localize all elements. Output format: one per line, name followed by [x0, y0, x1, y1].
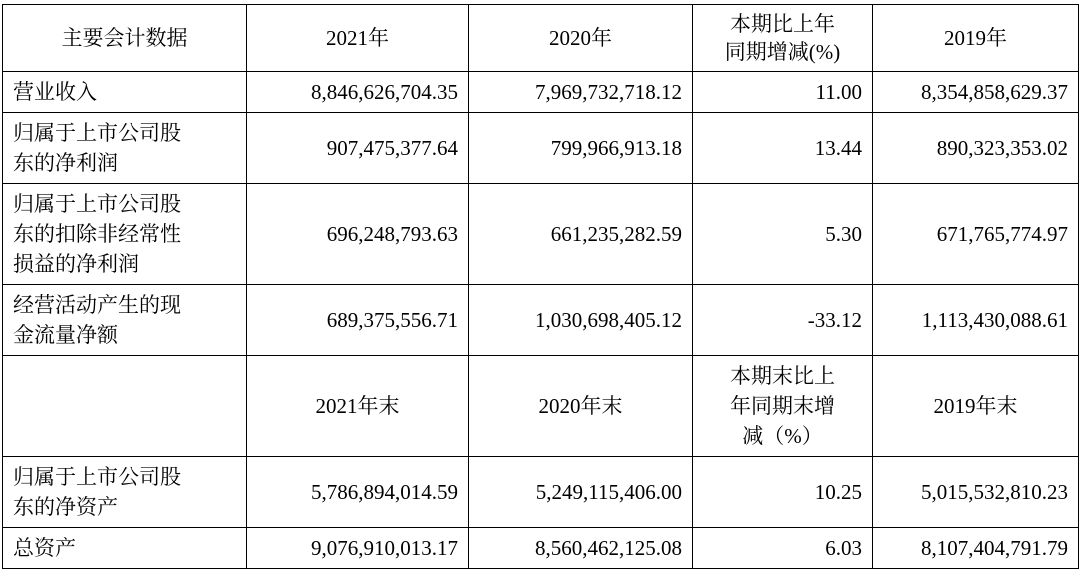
cell-net-assets-2019: 5,015,532,810.23 — [873, 457, 1079, 528]
row-label-net-profit-line1: 归属于上市公司股 — [13, 121, 181, 145]
row-label-adjusted-line3: 损益的净利润 — [13, 252, 139, 276]
subheader-cell-2020-end: 2020年末 — [469, 356, 693, 457]
subheader-yoy-line1: 本期末比上 — [730, 364, 835, 388]
table-row — [3, 285, 1079, 356]
header-cell-yoy-change — [693, 5, 873, 72]
cell-total-assets-change: 6.03 — [693, 528, 873, 569]
table-row — [3, 184, 1079, 285]
cell-net-profit-change: 13.44 — [693, 113, 873, 184]
cell-total-assets-2019: 8,107,404,791.79 — [873, 528, 1079, 569]
cell-net-profit-2021: 907,475,377.64 — [247, 113, 469, 184]
row-label-net-assets-line1: 归属于上市公司股 — [13, 465, 181, 489]
cell-revenue-2020: 7,969,732,718.12 — [469, 72, 693, 113]
header-cell-2019: 2019年 — [873, 5, 1079, 72]
row-label-net-assets — [3, 457, 247, 528]
table-header-row — [3, 5, 1079, 72]
subheader-cell-empty — [3, 356, 247, 457]
cell-adjusted-net-profit-2020: 661,235,282.59 — [469, 184, 693, 285]
cell-adjusted-net-profit-change: 5.30 — [693, 184, 873, 285]
cell-net-profit-2019: 890,323,353.02 — [873, 113, 1079, 184]
table-subheader-row — [3, 356, 1079, 457]
cell-revenue-2019: 8,354,858,629.37 — [873, 72, 1079, 113]
subheader-yoy-line2: 年同期末增 — [730, 394, 835, 418]
table-row — [3, 528, 1079, 569]
row-label-cash-flow-line1: 经营活动产生的现 — [13, 293, 181, 317]
subheader-yoy-line3: 减（%） — [742, 424, 823, 448]
subheader-cell-yoy-change-end — [693, 356, 873, 457]
header-cell-metric: 主要会计数据 — [3, 5, 247, 72]
key-accounting-data-table — [2, 4, 1079, 569]
subheader-cell-2019-end: 2019年末 — [873, 356, 1079, 457]
cell-cash-flow-2020: 1,030,698,405.12 — [469, 285, 693, 356]
header-yoy-line2: 同期增减(%) — [724, 40, 841, 64]
subheader-cell-2021-end: 2021年末 — [247, 356, 469, 457]
row-label-net-assets-line2: 东的净资产 — [13, 495, 118, 519]
cell-net-profit-2020: 799,966,913.18 — [469, 113, 693, 184]
row-label-total-assets: 总资产 — [3, 528, 247, 569]
cell-revenue-change: 11.00 — [693, 72, 873, 113]
cell-total-assets-2020: 8,560,462,125.08 — [469, 528, 693, 569]
row-label-cash-flow-line2: 金流量净额 — [13, 323, 118, 347]
table-row — [3, 113, 1079, 184]
row-label-net-profit — [3, 113, 247, 184]
header-yoy-line1: 本期比上年 — [730, 12, 835, 36]
cell-net-assets-change: 10.25 — [693, 457, 873, 528]
cell-adjusted-net-profit-2019: 671,765,774.97 — [873, 184, 1079, 285]
header-cell-2021: 2021年 — [247, 5, 469, 72]
table-row — [3, 72, 1079, 113]
cell-net-assets-2021: 5,786,894,014.59 — [247, 457, 469, 528]
cell-cash-flow-2021: 689,375,556.71 — [247, 285, 469, 356]
row-label-revenue: 营业收入 — [3, 72, 247, 113]
header-cell-2020: 2020年 — [469, 5, 693, 72]
cell-cash-flow-2019: 1,113,430,088.61 — [873, 285, 1079, 356]
cell-total-assets-2021: 9,076,910,013.17 — [247, 528, 469, 569]
row-label-net-profit-line2: 东的净利润 — [13, 151, 118, 175]
row-label-adjusted-line1: 归属于上市公司股 — [13, 192, 181, 216]
cell-adjusted-net-profit-2021: 696,248,793.63 — [247, 184, 469, 285]
cell-net-assets-2020: 5,249,115,406.00 — [469, 457, 693, 528]
cell-cash-flow-change: -33.12 — [693, 285, 873, 356]
row-label-operating-cash-flow — [3, 285, 247, 356]
row-label-adjusted-line2: 东的扣除非经常性 — [13, 222, 181, 246]
table-row — [3, 457, 1079, 528]
cell-revenue-2021: 8,846,626,704.35 — [247, 72, 469, 113]
row-label-adjusted-net-profit — [3, 184, 247, 285]
